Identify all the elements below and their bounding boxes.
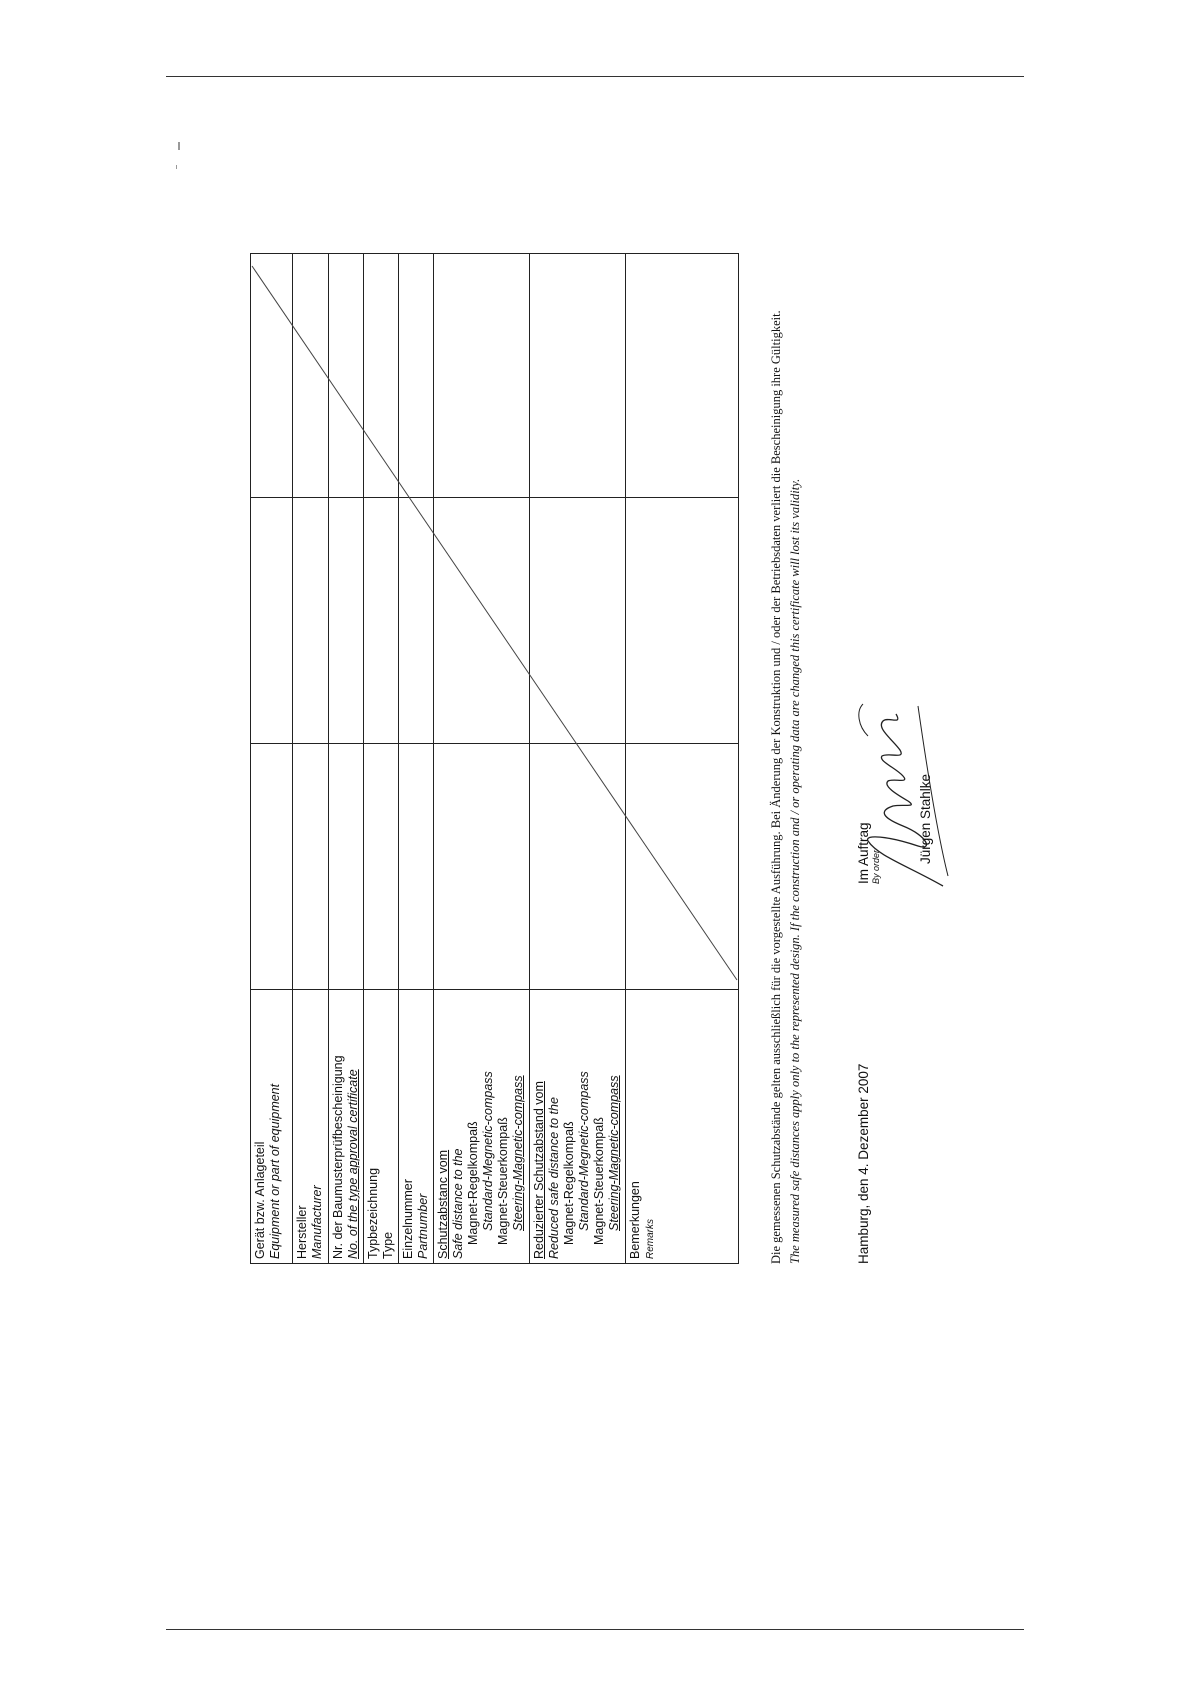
reduced-distance-label-cell bbox=[530, 990, 626, 1264]
certificate-no-label-en: No. of the type approval certificate bbox=[346, 1069, 360, 1259]
type-label-cell bbox=[364, 990, 399, 1264]
safe-distance-value-2 bbox=[434, 498, 530, 744]
certificate-no-label-cell bbox=[329, 990, 364, 1264]
certificate-no-value-2 bbox=[329, 498, 364, 744]
reduced-distance-value-2 bbox=[530, 498, 626, 744]
reduced-distance-label-en: Reduced safe distance to the bbox=[547, 1097, 561, 1259]
scan-speck bbox=[176, 165, 177, 169]
equipment-value-3 bbox=[251, 254, 293, 498]
reduced-distance-item1-en: Standard-Megnetic-compass bbox=[577, 1071, 591, 1231]
validity-note-en: The measured safe distances apply only to the represented design. If the construction and / or operating data are changed this certificate will lost its validity. bbox=[788, 478, 802, 1264]
safe-distance-label-cell bbox=[434, 990, 530, 1264]
manufacturer-label-de: Hersteller bbox=[295, 1205, 309, 1259]
certificate-content bbox=[250, 224, 1100, 1264]
safe-distance-value-1 bbox=[434, 744, 530, 990]
safe-distance-item2-en: Steering-Magnetic-compass bbox=[511, 1075, 525, 1231]
equipment-value-2 bbox=[251, 498, 293, 744]
handwritten-signature bbox=[848, 696, 958, 896]
equipment-label-en: Equipment or part of equipment bbox=[268, 1083, 282, 1259]
type-value-3 bbox=[364, 254, 399, 498]
manufacturer-label-en: Manufacturer bbox=[310, 1185, 324, 1259]
remarks-label-cell bbox=[626, 990, 739, 1264]
remarks-value-1 bbox=[626, 744, 739, 990]
equipment-value-1 bbox=[251, 744, 293, 990]
safe-distance-label-de: Schutzabstanc vom bbox=[436, 1149, 450, 1259]
bottom-rule bbox=[166, 1629, 1024, 1630]
type-label-en: Type bbox=[381, 1231, 395, 1259]
remarks-label-de: Bemerkungen bbox=[628, 1181, 642, 1259]
safe-distance-item2-de: Magnet-Steuerkompaß bbox=[496, 1117, 510, 1245]
remarks-value-3 bbox=[626, 254, 739, 498]
safe-distance-value-3 bbox=[434, 254, 530, 498]
manufacturer-value-2 bbox=[293, 498, 329, 744]
place-date: Hamburg, den 4. Dezember 2007 bbox=[856, 1063, 871, 1264]
partnumber-value-1 bbox=[399, 744, 434, 990]
partnumber-label-en: Partnumber bbox=[416, 1193, 430, 1259]
equipment-label-de: Gerät bzw. Anlageteil bbox=[253, 1141, 267, 1259]
top-rule bbox=[166, 76, 1024, 77]
safe-distance-item1-en: Standard-Megnetic-compass bbox=[481, 1071, 495, 1231]
signer-name: Jürgen Stahlke bbox=[918, 773, 933, 864]
on-behalf-de: Im Auftrag bbox=[856, 822, 871, 884]
reduced-distance-item2-de: Magnet-Steuerkompaß bbox=[592, 1117, 606, 1245]
reduced-distance-label-de: Reduzierter Schutzabstand vom bbox=[532, 1081, 546, 1259]
on-behalf-en: By order bbox=[871, 849, 881, 884]
safe-distance-label-en: Safe distance to the bbox=[451, 1148, 465, 1259]
remarks-value-2 bbox=[626, 498, 739, 744]
partnumber-label-cell bbox=[399, 990, 434, 1264]
reduced-distance-item1-de: Magnet-Regelkompaß bbox=[562, 1121, 576, 1245]
reduced-distance-value-1 bbox=[530, 744, 626, 990]
reduced-distance-item2-en: Steering-Magnetic-compass bbox=[607, 1075, 621, 1231]
certificate-no-value-3 bbox=[329, 254, 364, 498]
type-value-1 bbox=[364, 744, 399, 990]
certificate-no-value-1 bbox=[329, 744, 364, 990]
validity-note bbox=[768, 254, 804, 1264]
manufacturer-value-1 bbox=[293, 744, 329, 990]
scan-speck bbox=[178, 142, 180, 150]
validity-note-de: Die gemessenen Schutzabstände gelten ausschließlich für die vorgestellte Ausführung. Bei Änderung der Konstruktion und / oder der Betriebsdaten verliert die Bescheinigung ihre Gültigkeit. bbox=[769, 310, 783, 1264]
certificate-table bbox=[250, 253, 739, 1264]
partnumber-value-3 bbox=[399, 254, 434, 498]
type-value-2 bbox=[364, 498, 399, 744]
safe-distance-item1-de: Magnet-Regelkompaß bbox=[466, 1121, 480, 1245]
type-label-de: Typbezeichnung bbox=[366, 1167, 380, 1259]
partnumber-label-de: Einzelnummer bbox=[401, 1179, 415, 1259]
manufacturer-value-3 bbox=[293, 254, 329, 498]
partnumber-value-2 bbox=[399, 498, 434, 744]
certificate-no-label-de: Nr. der Baumusterprüfbescheinigung bbox=[331, 1055, 345, 1259]
reduced-distance-value-3 bbox=[530, 254, 626, 498]
remarks-label-en: Remarks bbox=[645, 1218, 656, 1259]
equipment-label-cell bbox=[251, 990, 293, 1264]
manufacturer-label-cell bbox=[293, 990, 329, 1264]
